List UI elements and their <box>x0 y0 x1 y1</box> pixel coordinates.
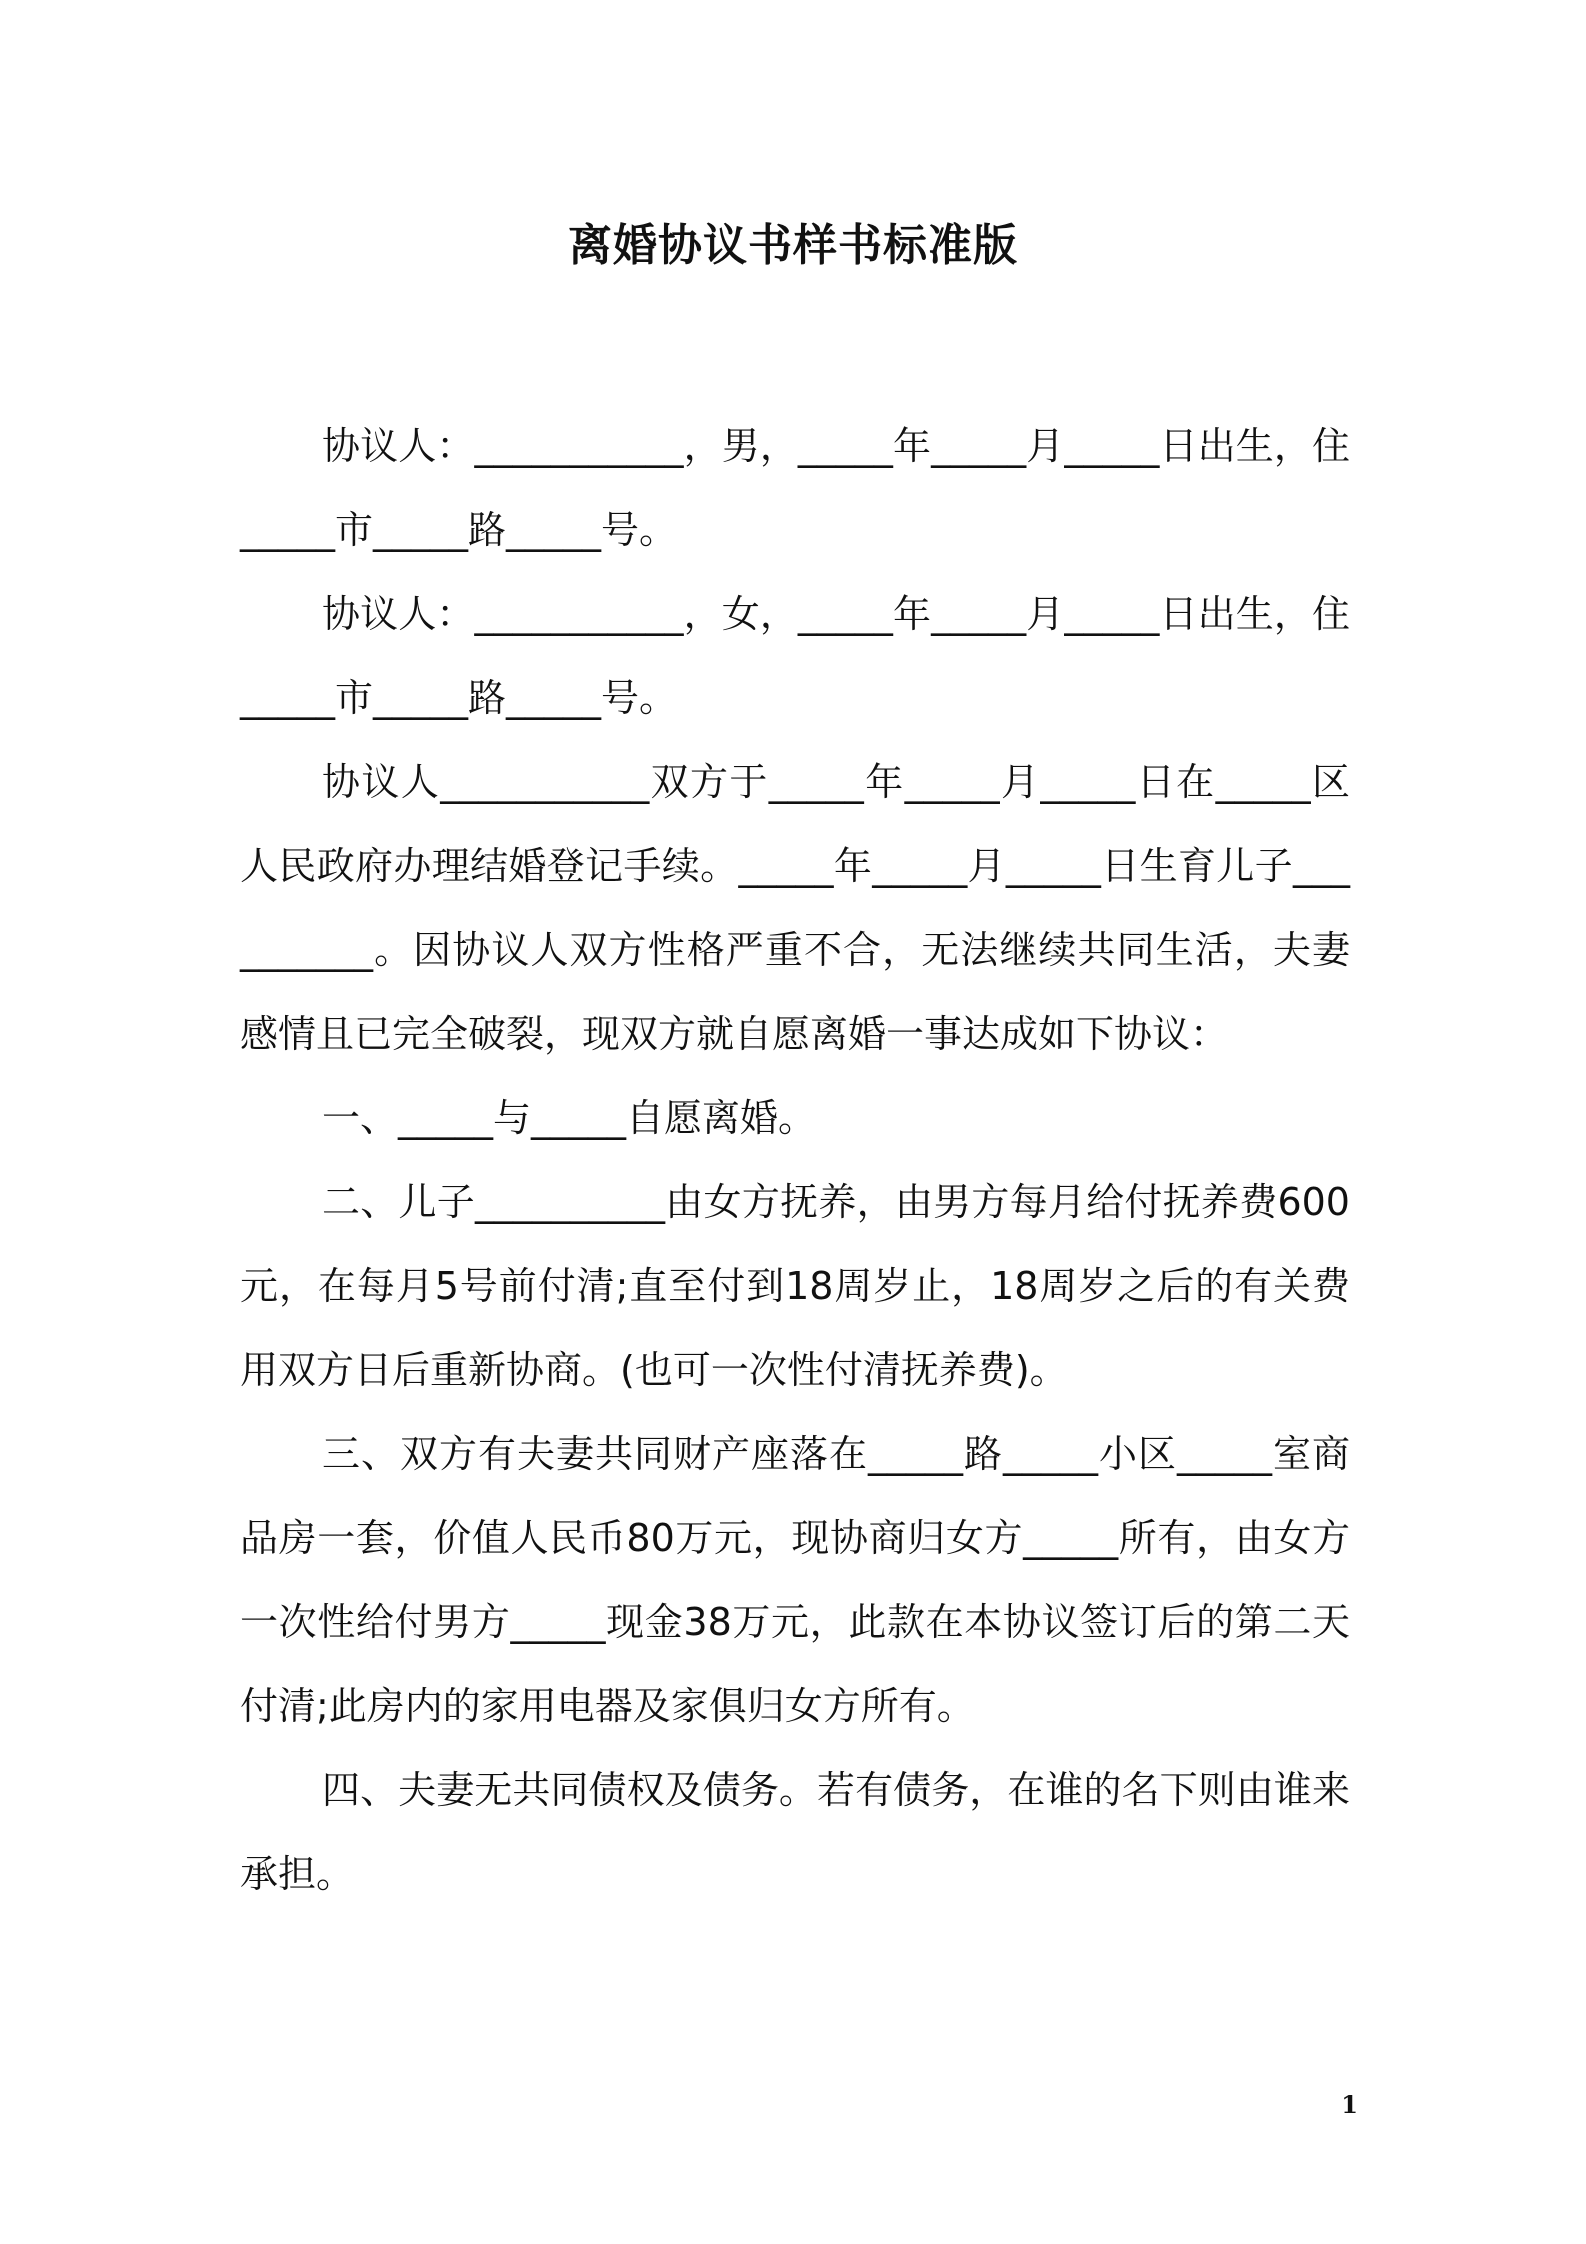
document-title: 离婚协议书样书标准版 <box>568 220 1018 271</box>
document-body <box>240 404 1350 1916</box>
background-paragraph: 协议人___________双方于_____年_____月_____日在_____区人民政府办理结婚登记手续。_____年_____月_____日生育儿子__________。因协议人双方性格严重不合，无法继续共同生活，夫妻感情且已完全破裂，现双方就自愿离婚一事达成如下协议： <box>240 760 1350 1056</box>
clause-2-paragraph: 二、儿子__________由女方抚养，由男方每月给付抚养费600元，在每月5号前付清;直至付到18周岁止，18周岁之后的有关费用双方日后重新协商。(也可一次性付清抚养费)。 <box>240 1180 1350 1392</box>
clause-4-paragraph: 四、夫妻无共同债权及债务。若有债务，在谁的名下则由谁来承担。 <box>240 1768 1350 1896</box>
clause-1-paragraph: 一、_____与_____自愿离婚。 <box>322 1096 817 1140</box>
party-female-paragraph: 协议人：___________，女，_____年_____月_____日出生，住_____市_____路_____号。 <box>240 592 1350 720</box>
party-male-paragraph: 协议人：___________，男，_____年_____月_____日出生，住_____市_____路_____号。 <box>240 424 1350 552</box>
page-number: 1 <box>1341 2090 1358 2119</box>
clause-3-paragraph: 三、双方有夫妻共同财产座落在_____路_____小区_____室商品房一套，价值人民币80万元，现协商归女方_____所有，由女方一次性给付男方_____现金38万元，此款在本协议签订后的第二天付清;此房内的家用电器及家俱归女方所有。 <box>240 1432 1350 1728</box>
